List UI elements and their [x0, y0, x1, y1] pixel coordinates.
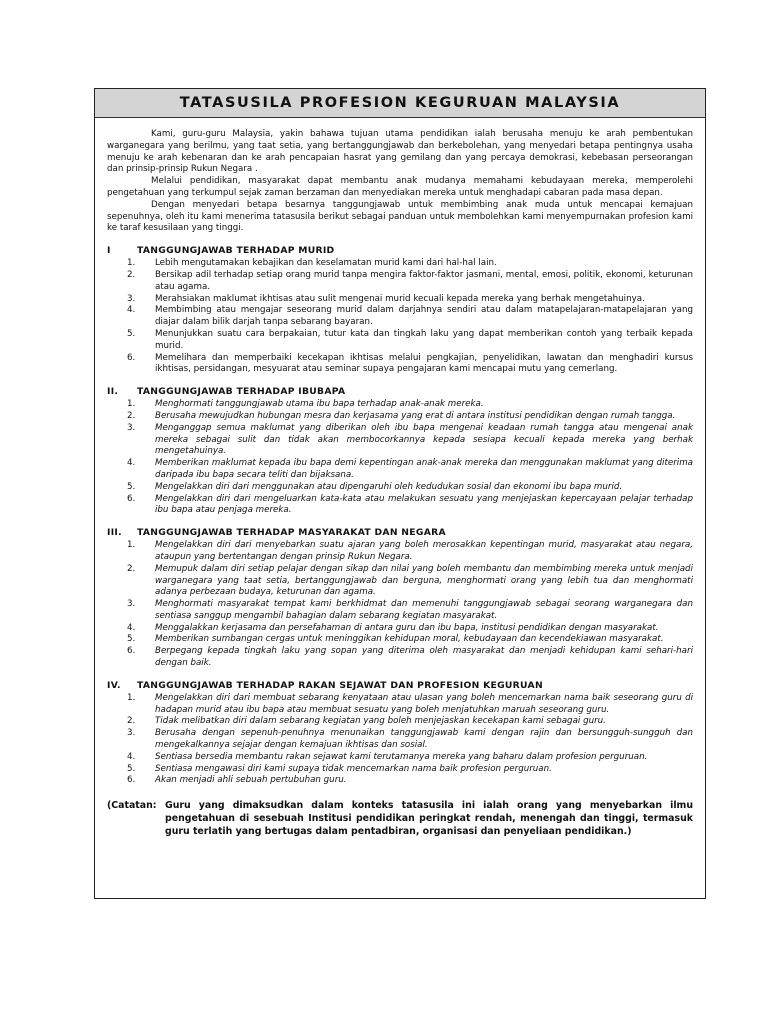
section-number: II. — [107, 386, 119, 398]
list-item: 3. Merahsiakan maklumat ikhtisas atau sulit mengenai murid kecuali kepada mereka yang berhak mengetahuinya. — [127, 293, 645, 304]
section-masyarakat — [107, 527, 693, 670]
list-item: 1. Mengelakkan diri dari membuat sebarang kenyataan atau ulasan yang boleh mencemarkan nama baik seseorang guru di hadapan murid atau ibu bapa atau membuat sesuatu yang boleh menjatuhkan maruah seseorang guru. — [127, 692, 693, 715]
list-item: 2. Tidak melibatkan diri dalam sebarang kegiatan yang boleh menjejaskan kecekapan kami sebagai guru. — [127, 716, 606, 727]
section-title: TANGGUNGJAWAB TERHADAP RAKAN SEJAWAT DAN PROFESION KEGURUAN — [137, 679, 543, 691]
note-label: (Catatan: — [107, 800, 157, 812]
section-number: I — [107, 245, 111, 257]
section-list — [107, 399, 693, 517]
note-text: Guru yang dimaksudkan dalam konteks tatasusila ini ialah orang yang menyebarkan ilmu pengetahuan di sesebuah Institusi pendidikan peringkat rendah, menengah dan tinggi, termasuk guru terlatih yang bertugas dalam pentadbiran, organisasi dan penyeliaan pendidikan.) — [165, 800, 693, 838]
section-heading — [107, 680, 693, 692]
section-number: IV. — [107, 679, 121, 691]
section-list — [107, 258, 693, 376]
list-item: 6. Memelihara dan memperbaiki kecekapan ikhtisas melalui pengkajian, penyelidikan, lawatan dan menghadiri kursus ikhtisas, persidangan, mesyuarat atau seminar supaya pengajaran kami mencapai mutu yang cemerlang. — [127, 352, 693, 375]
list-item: 5. Memberikan sumbangan cergas untuk meninggikan kehidupan moral, kebudayaan dan kecendekiawan masyarakat. — [127, 634, 664, 645]
list-item: 2. Bersikap adil terhadap setiap orang murid tanpa mengira faktor-faktor jasmani, mental, emosi, politik, ekonomi, keturunan atau agama. — [127, 269, 693, 292]
document-frame — [94, 88, 706, 899]
list-item: 4. Menggalakkan kerjasama dan persefahaman di antara guru dan ibu bapa, institusi pendidikan dengan masyarakat. — [127, 622, 659, 633]
list-item: 1. Lebih mengutamakan kebajikan dan keselamatan murid kami dari hal-hal lain. — [127, 258, 497, 269]
intro-paragraph: Dengan menyedari betapa besarnya tanggungjawab untuk membimbing anak muda untuk mencapai kemajuan sepenuhnya, oleh itu kami menerima tatasusila berikut sebagai panduan untuk membolehkan kami menyempurnakan profesion kami ke taraf kesusilaan yang tinggi. — [107, 199, 693, 234]
section-heading — [107, 245, 693, 257]
intro-paragraph: Melalui pendidikan, masyarakat dapat membantu anak mudanya memahami kebudayaan mereka, memperolehi pengetahuan yang terkumpul sejak zaman berzaman dan menyediakan mereka untuk menghadapi cabaran pada masa depan. — [107, 176, 693, 198]
list-item: 6. Berpegang kepada tingkah laku yang sopan yang diterima oleh masyarakat dan menjadi kehidupan kami sehari-hari dengan baik. — [127, 646, 693, 669]
list-item: 3. Berusaha dengan sepenuh-penuhnya menunaikan tanggungjawab kami dengan rajin dan bersungguh-sungguh dan mengekalkannya sejajar dengan kemajuan ikhtisas dan sosial. — [127, 728, 693, 751]
section-number: III. — [107, 527, 122, 539]
catatan-note — [107, 799, 693, 838]
list-item: 1. Menghormati tanggungjawab utama ibu bapa terhadap anak-anak mereka. — [127, 399, 484, 410]
list-item: 3. Menganggap semua maklumat yang diberikan oleh ibu bapa mengenai keadaan rumah tangga atau mengenai anak mereka sebagai sulit dan tidak akan membocorkannya kepada sesiapa kecuali kepada mereka yang berhak mengetahuinya. — [127, 422, 693, 457]
document-title: TATASUSILA PROFESION KEGURUAN MALAYSIA — [179, 95, 621, 111]
section-title: TANGGUNGJAWAB TERHADAP MASYARAKAT DAN NEGARA — [137, 527, 446, 539]
list-item: 6. Mengelakkan diri dari mengeluarkan kata-kata atau melakukan sesuatu yang menjejaskan kepercayaan pelajar terhadap ibu bapa atau penjaga mereka. — [127, 493, 693, 516]
list-item: 4. Memberikan maklumat kepada ibu bapa demi kepentingan anak-anak mereka dan menggunakan maklumat yang diterima daripada ibu bapa secara teliti dan bijaksana. — [127, 458, 693, 480]
list-item: 1. Mengelakkan diri dari menyebarkan suatu ajaran yang boleh merosakkan kepentingan murid, masyarakat atau negara, ataupun yang bertentangan dengan prinsip Rukun Negara. — [127, 540, 693, 562]
section-rakan-sejawat — [107, 680, 693, 787]
list-item: 3. Menghormati masyarakat tempat kami berkhidmat dan memenuhi tanggungjawab sebagai seorang warganegara dan sentiasa sanggup mengambil bahagian dalam sebarang kegiatan masyarakat. — [127, 599, 693, 621]
list-item: 5. Menunjukkan suatu cara berpakaian, tutur kata dan tingkah laku yang dapat memberikan contoh yang terbaik kepada murid. — [127, 328, 693, 351]
section-ibubapa — [107, 386, 693, 517]
document-body — [95, 118, 705, 838]
list-item: 2. Berusaha mewujudkan hubungan mesra dan kerjasama yang erat di antara institusi pendidikan dengan rumah tangga. — [127, 410, 676, 421]
intro-paragraphs — [107, 129, 693, 235]
title-banner — [95, 89, 705, 118]
section-murid — [107, 245, 693, 376]
section-heading — [107, 386, 693, 398]
section-title: TANGGUNGJAWAB TERHADAP IBUBAPA — [137, 386, 346, 398]
section-list — [107, 540, 693, 670]
list-item: 5. Mengelakkan diri dari menggunakan atau dipengaruhi oleh kedudukan sosial dan ekonomi ibu bapa murid. — [127, 481, 623, 492]
list-item: 4. Sentiasa bersedia membantu rakan sejawat kami terutamanya mereka yang baharu dalam profesion perguruan. — [127, 751, 648, 762]
list-item: 5. Sentiasa mengawasi diri kami supaya tidak mencemarkan nama baik profesion perguruan. — [127, 763, 552, 774]
list-item: 6. Akan menjadi ahli sebuah pertubuhan guru. — [127, 775, 347, 786]
list-item: 4. Membimbing atau mengajar seseorang murid dalam darjahnya sendiri atau dalam matapelajaran-matapelajaran yang diajar dalam bilik darjah tanpa sebarang bayaran. — [127, 305, 693, 328]
section-list — [107, 693, 693, 787]
intro-paragraph: Kami, guru-guru Malaysia, yakin bahawa tujuan utama pendidikan ialah berusaha menuju ke arah pembentukan warganegara yang berilmu, yang taat setia, yang bertanggungjawab dan berkebolehan, yang menyedari betapa pentingnya usaha menuju ke arah kebenaran dan ke arah pencapaian hasrat yang gemilang dan yang percaya demokrasi, kebebasan perseorangan dan prinsip-prinsip Rukun Negara . — [107, 129, 693, 175]
section-title: TANGGUNGJAWAB TERHADAP MURID — [137, 245, 335, 257]
section-heading — [107, 527, 693, 539]
list-item: 2. Memupuk dalam diri setiap pelajar dengan sikap dan nilai yang boleh membantu dan membimbing mereka untuk menjadi warganegara yang taat setia, bertanggungjawab dan berguna, menghormati orang yang lebih tua dan menghormati adanya perbezaan budaya, keturunan dan agama. — [127, 563, 693, 598]
